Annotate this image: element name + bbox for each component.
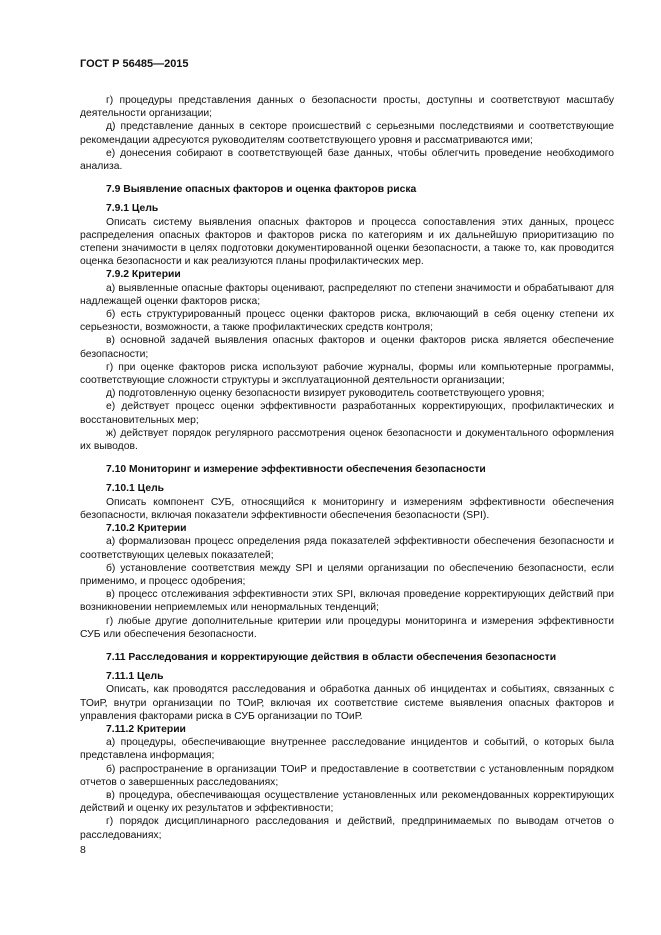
section-7-9-1-text: Описать систему выявления опасных факторов и процесса сопоставления этих данных, процесс распределения опасных факторов и факторов риска по категориям и их дальнейшую приоритизацию по степени значимости в целях подготовки документированной оценки безопасности, а также то, как проводится оценка безопасности и как реализуются планы профилактических мер. [80,216,614,268]
section-7-10-2-title: 7.10.2 Критерии [106,523,187,535]
criteria-item: в) основной задачей выявления опасных факторов и оценки факторов риска является обеспечение безопасности; [80,335,614,360]
section-7-10-1-text: Описать компонент СУБ, относящийся к мониторингу и измерениям эффективности обеспечения безопасности, включая показатели эффективности обеспечения безопасности (SPI). [80,496,614,521]
criteria-item: а) процедуры, обеспечивающие внутреннее расследование инцидентов и событий, о которых была представлена информация; [80,737,614,762]
section-7-9-1-title: 7.9.1 Цель [106,203,159,215]
section-7-9-title: 7.9 Выявление опасных факторов и оценка факторов риска [106,184,417,196]
section-7-10-1-title: 7.10.1 Цель [106,483,164,495]
document-page [80,58,614,842]
criteria-item: е) действует процесс оценки эффективности разработанных корректирующих, профилактических и восстановительных мер; [80,401,614,426]
intro-item-e: е) донесения собирают в соответствующей базе данных, чтобы облегчить проведение необходимого анализа. [80,147,614,173]
section-7-9-2-title: 7.9.2 Критерии [106,269,181,281]
document-header: ГОСТ Р 56485—2015 [80,58,189,70]
section-7-11-title: 7.11 Расследования и корректирующие действия в области обеспечения безопасности [106,651,557,663]
section-7-11-1-title: 7.11.1 Цель [106,671,164,683]
page-number: 8 [80,844,86,856]
criteria-item: г) при оценке факторов риска используют рабочие журналы, формы или компьютерные программы, соответствующие сложности структуры и эксплуатационной деятельности организации; [80,361,614,387]
section-7-10-title: 7.10 Мониторинг и измерение эффективности обеспечения безопасности [106,464,486,476]
intro-item-g: г) процедуры представления данных о безопасности просты, доступны и соответствуют масштабу деятельности организации; [80,95,614,120]
criteria-item: б) установление соответствия между SPI и целями организации по обеспечению безопасности, если применимо, и процесс одобрения; [80,562,614,587]
criteria-item: в) процедура, обеспечивающая осуществление установленных или рекомендованных корректирующих действий и оценку их результатов и эффективности; [80,789,614,815]
criteria-item: д) подготовленную оценку безопасности визирует руководитель соответствующего уровня; [106,388,545,400]
criteria-item: г) порядок дисциплинарного расследования и действий, предпринимаемых по выводам отчетов о расследованиях; [80,816,614,841]
criteria-item: б) есть структурированный процесс оценки факторов риска, включающий в себя оценку степени их серьезности, возможности, а также профилактических средств контроля; [80,309,614,334]
section-7-11-2-title: 7.11.2 Критерии [106,723,186,735]
criteria-item: а) выявленные опасные факторы оценивают, распределяют по степени значимости и обрабатывают для надлежащей оценки факторов риска; [80,282,614,307]
criteria-item: ж) действует порядок регулярного рассмотрения оценок безопасности и документального оформления их выводов. [80,427,614,453]
intro-item-d: д) представление данных в секторе происшествий с серьезными последствиями и соответствующие рекомендации адресуются руководителям соответствующего уровня и рассматриваются ими; [80,121,614,146]
section-7-11-1-text: Описать, как проводятся расследования и обработка данных об инцидентах и событиях, связанных с ТОиР, внутри организации по ТОиР, включая их соответствие системе выявления опасных факторов и управления факторами риска в СУБ организации по ТОиР. [80,684,614,722]
criteria-item: а) формализован процесс определения ряда показателей эффективности обеспечения безопасности и соответствующих целевых показателей; [80,536,614,561]
criteria-item: б) распространение в организации ТОиР и предоставление в соответствии с установленным порядком отчетов о завершенных расследованиях; [80,763,614,788]
criteria-item: в) процесс отслеживания эффективности этих SPI, включая проведение корректирующих действий при возникновении неприемлемых или ненормальных тенденций; [80,589,614,614]
criteria-item: г) любые другие дополнительные критерии или процедуры мониторинга и измерения эффективности СУБ или обеспечения безопасности. [80,615,614,640]
